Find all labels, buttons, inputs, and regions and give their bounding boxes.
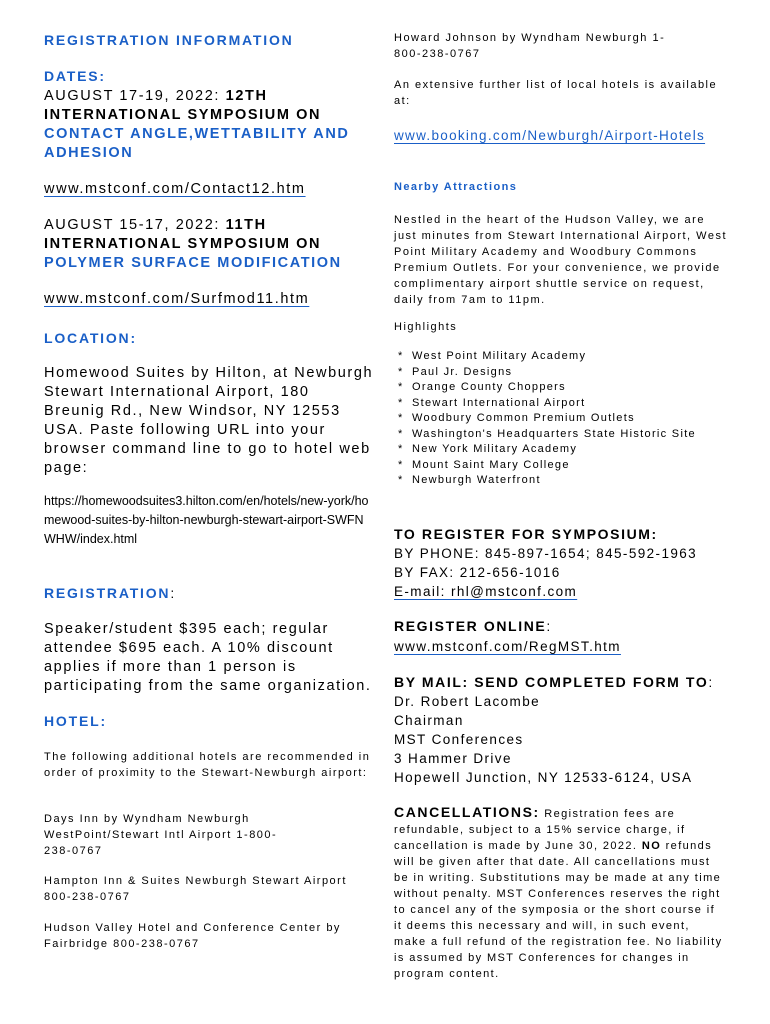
online-link[interactable]: www.mstconf.com/RegMST.htm (394, 639, 621, 654)
location-text: Homewood Suites by Hilton, at Newburgh Stewart International Airport, 180 Breunig Rd., New Windsor, NY 12553 USA. Paste following URL into your browser command line to go to hotel web page: (44, 365, 374, 476)
hotel-url[interactable]: https://homewoodsuites3.hilton.com/en/hotels/new-york/homewood-suites-by-hilton-newburgh-stewart-airport-SWFNWHW/index.html (44, 494, 369, 546)
highlights-label: Highlights (394, 321, 458, 333)
hotel-days-inn: Days Inn by Wyndham Newburgh WestPoint/Stewart Intl Airport 1-800-238-0767 (44, 813, 278, 857)
event2-number: 11TH (225, 217, 267, 233)
register-fax: BY FAX: 212-656-1016 (394, 565, 561, 580)
registration-text: Speaker/student $395 each; regular attendee $695 each. A 10% discount applies if more than 1 person is participating from the same organization. (44, 621, 372, 694)
attractions-text: Nestled in the heart of the Hudson Valley, we are just minutes from Stewart International Airport, West Point Military Academy and Woodbury Commons Premium Outlets. For your convenience, we provide complimentary airport shuttle service on request, daily from 7am to 11pm. (394, 214, 728, 306)
attractions-label: Nearby Attractions (394, 181, 518, 193)
booking-link[interactable]: www.booking.com/Newburgh/Airport-Hotels (394, 128, 706, 143)
event1-block (44, 87, 364, 163)
list-item: * Woodbury Common Premium Outlets (394, 411, 696, 427)
event2-block (44, 216, 364, 273)
mail-label: BY MAIL: SEND COMPLETED FORM TO (394, 674, 709, 690)
cancellation-text-a: Registration fees are refundable, subject to a 15% service charge, if cancellation is made by June 30, 2022. (394, 808, 686, 852)
mail-colon: : (708, 674, 713, 690)
register-email[interactable]: E-mail: rhl@mstconf.com (394, 584, 578, 599)
registration-label: REGISTRATION (44, 585, 171, 601)
mail-name: Dr. Robert Lacombe (394, 694, 541, 709)
register-phone: BY PHONE: 845-897-1654; 845-592-1963 (394, 546, 698, 561)
cancellation-no: NO (641, 840, 662, 852)
register-label: TO REGISTER FOR SYMPOSIUM: (394, 526, 658, 542)
cancellation-text-b: refunds will be given after that date. All cancellations must be in writing. Substitutions may be made at any time without penalty. MST Conferences reserves the right to cancel any of the symposia or the short course if it deems this necessary and will, in such event, make a full refund of the registration fee. No liability is assumed by MST Conferences for changes in program content. (394, 840, 723, 980)
list-item: * Stewart International Airport (394, 396, 696, 412)
mail-heading (394, 674, 712, 692)
online-heading (394, 618, 550, 636)
event1-number: 12TH (225, 88, 268, 104)
event1-link[interactable]: www.mstconf.com/Contact12.htm (44, 181, 306, 197)
registration-info-heading: REGISTRATION INFORMATION (44, 32, 294, 48)
mail-street: 3 Hammer Drive (394, 751, 512, 766)
hotel-intro: The following additional hotels are recommended in order of proximity to the Stewart-Newburgh airport: (44, 751, 371, 779)
event1-title: INTERNATIONAL SYMPOSIUM ON (44, 107, 322, 123)
list-item: * Washington's Headquarters State Historic Site (394, 427, 696, 443)
mail-city: Hopewell Junction, NY 12533-6124, USA (394, 770, 693, 785)
list-item: * Orange County Choppers (394, 380, 696, 396)
registration-colon: : (170, 585, 175, 601)
cancellation-label: CANCELLATIONS: (394, 804, 540, 820)
event1-date: AUGUST 17-19, 2022: (44, 88, 226, 104)
event2-title: INTERNATIONAL SYMPOSIUM ON (44, 236, 322, 252)
list-item: * Paul Jr. Designs (394, 365, 696, 381)
list-item: * West Point Military Academy (394, 349, 696, 365)
hotel-label: HOTEL: (44, 713, 107, 729)
online-colon: : (546, 618, 551, 634)
event2-date: AUGUST 15-17, 2022: (44, 217, 226, 233)
list-item: * Newburgh Waterfront (394, 473, 696, 489)
list-item: * Mount Saint Mary College (394, 458, 696, 474)
mail-title: Chairman (394, 713, 464, 728)
mail-org: MST Conferences (394, 732, 524, 747)
event1-subject: CONTACT ANGLE,WETTABILITY AND ADHESION (44, 126, 350, 161)
hotel-hudson-valley: Hudson Valley Hotel and Conference Center by Fairbridge 800-238-0767 (44, 922, 341, 950)
more-hotels-text: An extensive further list of local hotels is available at: (394, 79, 718, 107)
highlights-list (394, 349, 696, 489)
list-item: * New York Military Academy (394, 442, 696, 458)
hotel-howard-johnson: Howard Johnson by Wyndham Newburgh 1-800-238-0767 (394, 32, 666, 60)
event2-subject: POLYMER SURFACE MODIFICATION (44, 255, 342, 271)
cancellation-block (394, 804, 724, 982)
online-label: REGISTER ONLINE (394, 618, 547, 634)
event2-link[interactable]: www.mstconf.com/Surfmod11.htm (44, 291, 310, 307)
registration-heading (44, 585, 174, 603)
hotel-hampton-inn: Hampton Inn & Suites Newburgh Stewart Airport 800-238-0767 (44, 875, 347, 903)
dates-label: DATES: (44, 68, 106, 84)
location-label: LOCATION: (44, 330, 137, 346)
